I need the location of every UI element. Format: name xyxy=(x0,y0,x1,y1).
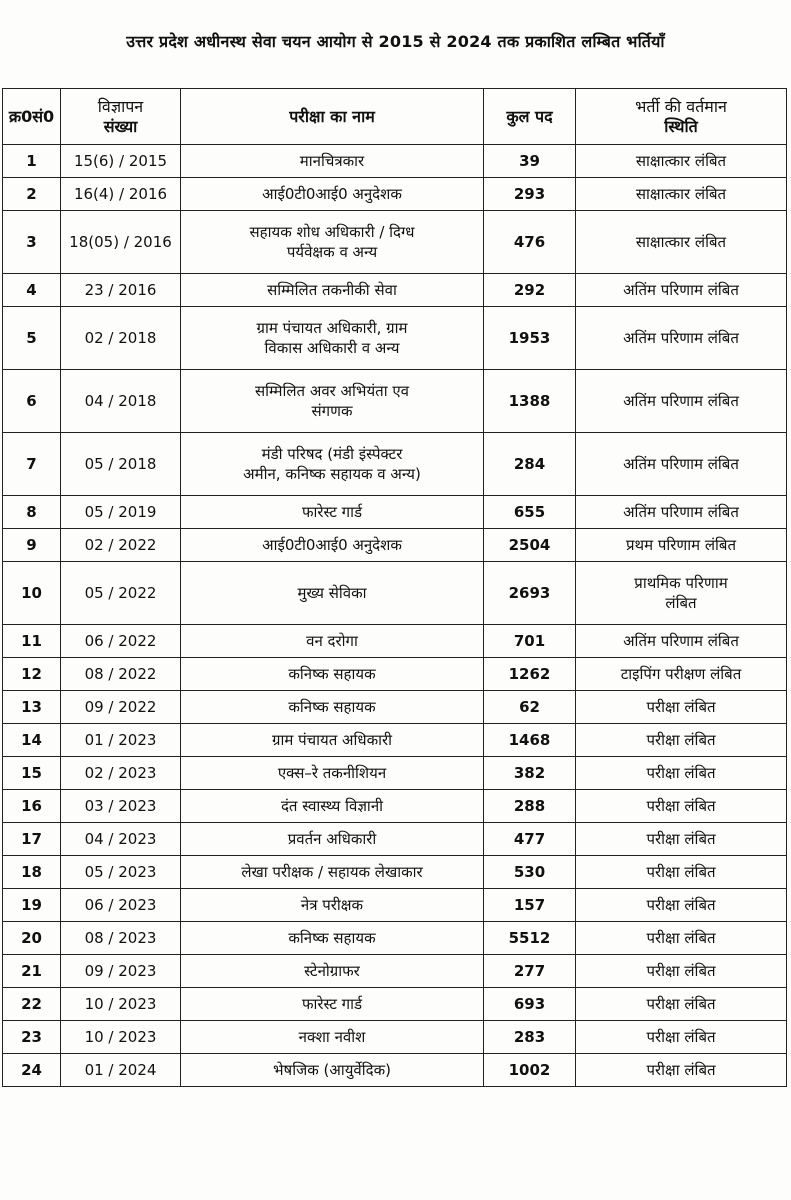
total-posts-cell-text: 1388 xyxy=(508,392,551,410)
exam-name-cell-text: पर्यवेक्षक व अन्य xyxy=(286,243,378,261)
current-status-cell xyxy=(576,211,787,274)
serial-number-cell xyxy=(3,307,61,370)
total-posts-cell xyxy=(484,145,576,178)
current-status-cell-text: परीक्षा लंबित xyxy=(646,1028,716,1046)
table-row xyxy=(3,562,787,625)
advertisement-number-cell-text: 02 / 2022 xyxy=(84,536,157,554)
exam-name-cell xyxy=(181,889,484,922)
serial-number-cell xyxy=(3,1021,61,1054)
total-posts-cell-text: 693 xyxy=(513,995,546,1013)
exam-name-cell-text: आई0टी0आई0 अनुदेशक xyxy=(262,536,402,554)
total-posts-cell-text: 5512 xyxy=(508,929,551,947)
serial-number-cell-text: 22 xyxy=(21,995,42,1013)
exam-name-cell xyxy=(181,724,484,757)
current-status-cell-text: परीक्षा लंबित xyxy=(646,995,716,1013)
table-body xyxy=(3,145,787,1087)
total-posts-cell-text: 477 xyxy=(513,830,546,848)
table-row xyxy=(3,178,787,211)
table-row xyxy=(3,145,787,178)
exam-name-cell-text: नक्शा नवीश xyxy=(298,1028,366,1046)
advertisement-number-cell-text: 04 / 2023 xyxy=(84,830,157,848)
exam-name-cell-text: मंडी परिषद (मंडी इंस्पेक्टर xyxy=(261,445,403,463)
serial-number-cell xyxy=(3,1054,61,1087)
current-status-cell xyxy=(576,274,787,307)
current-status-cell-text: अतिंम परिणाम लंबित xyxy=(623,281,739,299)
exam-name-cell xyxy=(181,823,484,856)
current-status-cell-text: अतिंम परिणाम लंबित xyxy=(623,503,739,521)
header-serial-number: क्र0सं0 xyxy=(3,89,61,145)
table-row xyxy=(3,1021,787,1054)
total-posts-cell xyxy=(484,307,576,370)
current-status-cell-text: अतिंम परिणाम लंबित xyxy=(623,455,739,473)
total-posts-cell-text: 283 xyxy=(513,1028,546,1046)
current-status-cell xyxy=(576,988,787,1021)
advertisement-number-cell xyxy=(61,562,181,625)
total-posts-cell xyxy=(484,658,576,691)
exam-name-cell xyxy=(181,856,484,889)
total-posts-cell-text: 292 xyxy=(513,281,546,299)
total-posts-cell xyxy=(484,562,576,625)
current-status-cell xyxy=(576,178,787,211)
serial-number-cell xyxy=(3,922,61,955)
exam-name-cell-text: लेखा परीक्षक / सहायक लेखाकार xyxy=(241,863,423,881)
current-status-cell xyxy=(576,922,787,955)
exam-name-cell-text: नेत्र परीक्षक xyxy=(300,896,364,914)
advertisement-number-cell xyxy=(61,211,181,274)
advertisement-number-cell xyxy=(61,529,181,562)
advertisement-number-cell-text: 10 / 2023 xyxy=(84,1028,157,1046)
header-advertisement-number: विज्ञापन संख्या xyxy=(61,89,181,145)
total-posts-cell xyxy=(484,724,576,757)
current-status-cell-text: टाइपिंग परीक्षण लंबित xyxy=(620,665,742,683)
current-status-cell xyxy=(576,757,787,790)
current-status-cell-text: परीक्षा लंबित xyxy=(646,896,716,914)
current-status-cell-text: परीक्षा लंबित xyxy=(646,863,716,881)
current-status-cell-text: परीक्षा लंबित xyxy=(646,830,716,848)
total-posts-cell-text: 2693 xyxy=(508,584,551,602)
exam-name-cell-text: दंत स्वास्थ्य विज्ञानी xyxy=(280,797,384,815)
current-status-cell-text: साक्षात्कार लंबित xyxy=(635,152,727,170)
current-status-cell xyxy=(576,307,787,370)
table-row xyxy=(3,757,787,790)
total-posts-cell-text: 1262 xyxy=(508,665,551,683)
exam-name-cell xyxy=(181,496,484,529)
current-status-cell-text: परीक्षा लंबित xyxy=(646,929,716,947)
current-status-cell-text: साक्षात्कार लंबित xyxy=(635,233,727,251)
exam-name-cell-text: एक्स–रे तकनीशियन xyxy=(277,764,387,782)
advertisement-number-cell xyxy=(61,1021,181,1054)
serial-number-cell xyxy=(3,988,61,1021)
header-exam-name: परीक्षा का नाम xyxy=(181,89,484,145)
current-status-cell xyxy=(576,529,787,562)
serial-number-cell-text: 23 xyxy=(21,1028,42,1046)
serial-number-cell-text: 12 xyxy=(21,665,42,683)
advertisement-number-cell xyxy=(61,724,181,757)
table-row xyxy=(3,370,787,433)
current-status-cell-text: परीक्षा लंबित xyxy=(646,797,716,815)
current-status-cell-text: प्राथमिक परिणाम xyxy=(634,574,728,592)
table-row xyxy=(3,823,787,856)
exam-name-cell xyxy=(181,1021,484,1054)
advertisement-number-cell-text: 08 / 2023 xyxy=(84,929,157,947)
page-title: उत्तर प्रदेश अधीनस्थ सेवा चयन आयोग से 2015 से 2024 तक प्रकाशित लम्बित भर्तियाँ xyxy=(126,32,665,51)
total-posts-cell xyxy=(484,529,576,562)
advertisement-number-cell-text: 09 / 2023 xyxy=(84,962,157,980)
total-posts-cell-text: 382 xyxy=(513,764,546,782)
advertisement-number-cell-text: 05 / 2023 xyxy=(84,863,157,881)
serial-number-cell-text: 20 xyxy=(21,929,42,947)
exam-name-cell-text: अमीन, कनिष्क सहायक व अन्य) xyxy=(243,465,421,483)
table-row xyxy=(3,724,787,757)
serial-number-cell-text: 18 xyxy=(21,863,42,881)
current-status-cell-text: परीक्षा लंबित xyxy=(646,731,716,749)
table-row xyxy=(3,274,787,307)
total-posts-cell xyxy=(484,178,576,211)
current-status-cell xyxy=(576,691,787,724)
total-posts-cell xyxy=(484,1021,576,1054)
advertisement-number-cell xyxy=(61,691,181,724)
current-status-cell-text: परीक्षा लंबित xyxy=(646,1061,716,1079)
advertisement-number-cell-text: 09 / 2022 xyxy=(84,698,157,716)
table-row xyxy=(3,856,787,889)
pending-recruitments-table xyxy=(2,88,787,1087)
total-posts-cell-text: 530 xyxy=(513,863,546,881)
current-status-cell xyxy=(576,955,787,988)
exam-name-cell-text: प्रवर्तन अधिकारी xyxy=(287,830,377,848)
advertisement-number-cell xyxy=(61,757,181,790)
serial-number-cell-text: 14 xyxy=(21,731,42,749)
exam-name-cell xyxy=(181,562,484,625)
serial-number-cell-text: 17 xyxy=(21,830,42,848)
serial-number-cell xyxy=(3,178,61,211)
table-row xyxy=(3,433,787,496)
serial-number-cell-text: 5 xyxy=(26,329,37,347)
exam-name-cell-text: विकास अधिकारी व अन्य xyxy=(264,339,400,357)
current-status-cell xyxy=(576,433,787,496)
current-status-cell-text: परीक्षा लंबित xyxy=(646,962,716,980)
table-row xyxy=(3,955,787,988)
header-current-status: भर्ती की वर्तमान स्थिति xyxy=(576,89,787,145)
exam-name-cell xyxy=(181,433,484,496)
current-status-cell-text: परीक्षा लंबित xyxy=(646,764,716,782)
advertisement-number-cell-text: 02 / 2023 xyxy=(84,764,157,782)
advertisement-number-cell xyxy=(61,370,181,433)
advertisement-number-cell xyxy=(61,823,181,856)
exam-name-cell xyxy=(181,691,484,724)
advertisement-number-cell-text: 15(6) / 2015 xyxy=(73,152,168,170)
exam-name-cell xyxy=(181,178,484,211)
current-status-cell xyxy=(576,370,787,433)
total-posts-cell xyxy=(484,370,576,433)
total-posts-cell-text: 39 xyxy=(519,152,540,170)
serial-number-cell xyxy=(3,370,61,433)
serial-number-cell-text: 9 xyxy=(26,536,37,554)
table-row xyxy=(3,988,787,1021)
advertisement-number-cell-text: 02 / 2018 xyxy=(84,329,157,347)
serial-number-cell-text: 6 xyxy=(26,392,37,410)
table-header-row xyxy=(3,89,787,145)
table-row xyxy=(3,307,787,370)
current-status-cell xyxy=(576,625,787,658)
exam-name-cell xyxy=(181,988,484,1021)
exam-name-cell-text: सहायक शोध अधिकारी / दिग्ध xyxy=(249,223,415,241)
advertisement-number-cell-text: 08 / 2022 xyxy=(84,665,157,683)
advertisement-number-cell xyxy=(61,658,181,691)
serial-number-cell xyxy=(3,889,61,922)
exam-name-cell-text: स्टेनोग्राफर xyxy=(304,962,360,980)
serial-number-cell-text: 15 xyxy=(21,764,42,782)
exam-name-cell-text: ग्राम पंचायत अधिकारी xyxy=(271,731,393,749)
current-status-cell-text: लंबित xyxy=(665,594,697,612)
exam-name-cell xyxy=(181,307,484,370)
exam-name-cell-text: आई0टी0आई0 अनुदेशक xyxy=(262,185,402,203)
exam-name-cell-text: फारेस्ट गार्ड xyxy=(301,995,363,1013)
total-posts-cell xyxy=(484,790,576,823)
total-posts-cell xyxy=(484,1054,576,1087)
advertisement-number-cell xyxy=(61,988,181,1021)
advertisement-number-cell xyxy=(61,625,181,658)
advertisement-number-cell-text: 05 / 2022 xyxy=(84,584,157,602)
advertisement-number-cell-text: 01 / 2024 xyxy=(84,1061,157,1079)
current-status-cell-text: अतिंम परिणाम लंबित xyxy=(623,392,739,410)
advertisement-number-cell-text: 05 / 2018 xyxy=(84,455,157,473)
serial-number-cell-text: 11 xyxy=(21,632,42,650)
exam-name-cell-text: सम्मिलित तकनीकी सेवा xyxy=(267,281,397,299)
current-status-cell-text: साक्षात्कार लंबित xyxy=(635,185,727,203)
serial-number-cell xyxy=(3,691,61,724)
current-status-cell-text: प्रथम परिणाम लंबित xyxy=(625,536,737,554)
total-posts-cell xyxy=(484,757,576,790)
advertisement-number-cell-text: 10 / 2023 xyxy=(84,995,157,1013)
table-row xyxy=(3,889,787,922)
advertisement-number-cell xyxy=(61,178,181,211)
serial-number-cell xyxy=(3,856,61,889)
total-posts-cell-text: 157 xyxy=(513,896,546,914)
total-posts-cell-text: 655 xyxy=(513,503,546,521)
advertisement-number-cell-text: 05 / 2019 xyxy=(84,503,157,521)
serial-number-cell xyxy=(3,823,61,856)
header-total-posts: कुल पद xyxy=(484,89,576,145)
table-row xyxy=(3,790,787,823)
exam-name-cell-text: मानचित्रकार xyxy=(299,152,365,170)
serial-number-cell-text: 8 xyxy=(26,503,37,521)
current-status-cell-text: परीक्षा लंबित xyxy=(646,698,716,716)
total-posts-cell-text: 284 xyxy=(513,455,546,473)
advertisement-number-cell-text: 16(4) / 2016 xyxy=(73,185,168,203)
serial-number-cell-text: 1 xyxy=(26,152,37,170)
total-posts-cell xyxy=(484,274,576,307)
exam-name-cell-text: कनिष्क सहायक xyxy=(288,929,376,947)
current-status-cell xyxy=(576,790,787,823)
serial-number-cell xyxy=(3,274,61,307)
current-status-cell-text: अतिंम परिणाम लंबित xyxy=(623,632,739,650)
serial-number-cell xyxy=(3,433,61,496)
exam-name-cell-text: कनिष्क सहायक xyxy=(288,698,376,716)
serial-number-cell-text: 4 xyxy=(26,281,37,299)
advertisement-number-cell-text: 06 / 2023 xyxy=(84,896,157,914)
serial-number-cell-text: 13 xyxy=(21,698,42,716)
exam-name-cell-text: ग्राम पंचायत अधिकारी, ग्राम xyxy=(256,319,408,337)
serial-number-cell xyxy=(3,625,61,658)
serial-number-cell-text: 21 xyxy=(21,962,42,980)
serial-number-cell xyxy=(3,790,61,823)
serial-number-cell xyxy=(3,211,61,274)
advertisement-number-cell-text: 03 / 2023 xyxy=(84,797,157,815)
total-posts-cell-text: 1002 xyxy=(508,1061,551,1079)
serial-number-cell-text: 16 xyxy=(21,797,42,815)
advertisement-number-cell xyxy=(61,955,181,988)
table-row xyxy=(3,691,787,724)
current-status-cell xyxy=(576,1054,787,1087)
current-status-cell xyxy=(576,889,787,922)
advertisement-number-cell xyxy=(61,790,181,823)
total-posts-cell-text: 2504 xyxy=(508,536,551,554)
serial-number-cell xyxy=(3,529,61,562)
advertisement-number-cell xyxy=(61,145,181,178)
advertisement-number-cell xyxy=(61,889,181,922)
exam-name-cell xyxy=(181,1054,484,1087)
total-posts-cell xyxy=(484,211,576,274)
serial-number-cell-text: 19 xyxy=(21,896,42,914)
advertisement-number-cell xyxy=(61,307,181,370)
total-posts-cell xyxy=(484,496,576,529)
current-status-cell xyxy=(576,562,787,625)
exam-name-cell xyxy=(181,757,484,790)
total-posts-cell xyxy=(484,433,576,496)
table-row xyxy=(3,1054,787,1087)
total-posts-cell xyxy=(484,955,576,988)
advertisement-number-cell-text: 18(05) / 2016 xyxy=(69,233,172,251)
exam-name-cell-text: सम्मिलित अवर अभियंता एव xyxy=(255,382,409,400)
advertisement-number-cell-text: 23 / 2016 xyxy=(84,281,157,299)
serial-number-cell xyxy=(3,145,61,178)
total-posts-cell-text: 476 xyxy=(513,233,546,251)
current-status-cell xyxy=(576,145,787,178)
serial-number-cell-text: 7 xyxy=(26,455,37,473)
table-row xyxy=(3,922,787,955)
exam-name-cell-text: वन दरोगा xyxy=(306,632,358,650)
serial-number-cell xyxy=(3,562,61,625)
total-posts-cell-text: 701 xyxy=(513,632,546,650)
serial-number-cell-text: 24 xyxy=(21,1061,42,1079)
current-status-cell xyxy=(576,1021,787,1054)
serial-number-cell xyxy=(3,955,61,988)
serial-number-cell-text: 10 xyxy=(21,584,42,602)
advertisement-number-cell xyxy=(61,922,181,955)
serial-number-cell xyxy=(3,658,61,691)
exam-name-cell xyxy=(181,625,484,658)
exam-name-cell xyxy=(181,658,484,691)
exam-name-cell xyxy=(181,529,484,562)
advertisement-number-cell xyxy=(61,433,181,496)
current-status-cell xyxy=(576,823,787,856)
advertisement-number-cell xyxy=(61,496,181,529)
exam-name-cell xyxy=(181,955,484,988)
current-status-cell xyxy=(576,496,787,529)
total-posts-cell-text: 1468 xyxy=(508,731,551,749)
total-posts-cell xyxy=(484,988,576,1021)
total-posts-cell-text: 293 xyxy=(513,185,546,203)
total-posts-cell-text: 277 xyxy=(513,962,546,980)
current-status-cell xyxy=(576,724,787,757)
exam-name-cell xyxy=(181,211,484,274)
exam-name-cell xyxy=(181,370,484,433)
advertisement-number-cell xyxy=(61,1054,181,1087)
exam-name-cell-text: फारेस्ट गार्ड xyxy=(301,503,363,521)
table-row xyxy=(3,529,787,562)
current-status-cell xyxy=(576,658,787,691)
total-posts-cell xyxy=(484,625,576,658)
table-row xyxy=(3,625,787,658)
exam-name-cell xyxy=(181,145,484,178)
exam-name-cell-text: कनिष्क सहायक xyxy=(288,665,376,683)
exam-name-cell-text: संगणक xyxy=(311,402,353,420)
exam-name-cell xyxy=(181,790,484,823)
table-row xyxy=(3,211,787,274)
total-posts-cell-text: 288 xyxy=(513,797,546,815)
total-posts-cell xyxy=(484,856,576,889)
total-posts-cell-text: 62 xyxy=(519,698,540,716)
advertisement-number-cell xyxy=(61,856,181,889)
serial-number-cell xyxy=(3,724,61,757)
serial-number-cell-text: 2 xyxy=(26,185,37,203)
serial-number-cell-text: 3 xyxy=(26,233,37,251)
table-row xyxy=(3,496,787,529)
serial-number-cell xyxy=(3,496,61,529)
exam-name-cell-text: मुख्य सेविका xyxy=(297,584,367,602)
current-status-cell-text: अतिंम परिणाम लंबित xyxy=(623,329,739,347)
advertisement-number-cell xyxy=(61,274,181,307)
advertisement-number-cell-text: 01 / 2023 xyxy=(84,731,157,749)
advertisement-number-cell-text: 04 / 2018 xyxy=(84,392,157,410)
total-posts-cell xyxy=(484,922,576,955)
exam-name-cell-text: भेषजिक (आयुर्वेदिक) xyxy=(273,1061,391,1079)
current-status-cell xyxy=(576,856,787,889)
table-row xyxy=(3,658,787,691)
advertisement-number-cell-text: 06 / 2022 xyxy=(84,632,157,650)
total-posts-cell xyxy=(484,889,576,922)
total-posts-cell xyxy=(484,823,576,856)
serial-number-cell xyxy=(3,757,61,790)
total-posts-cell-text: 1953 xyxy=(508,329,551,347)
exam-name-cell xyxy=(181,922,484,955)
total-posts-cell xyxy=(484,691,576,724)
exam-name-cell xyxy=(181,274,484,307)
